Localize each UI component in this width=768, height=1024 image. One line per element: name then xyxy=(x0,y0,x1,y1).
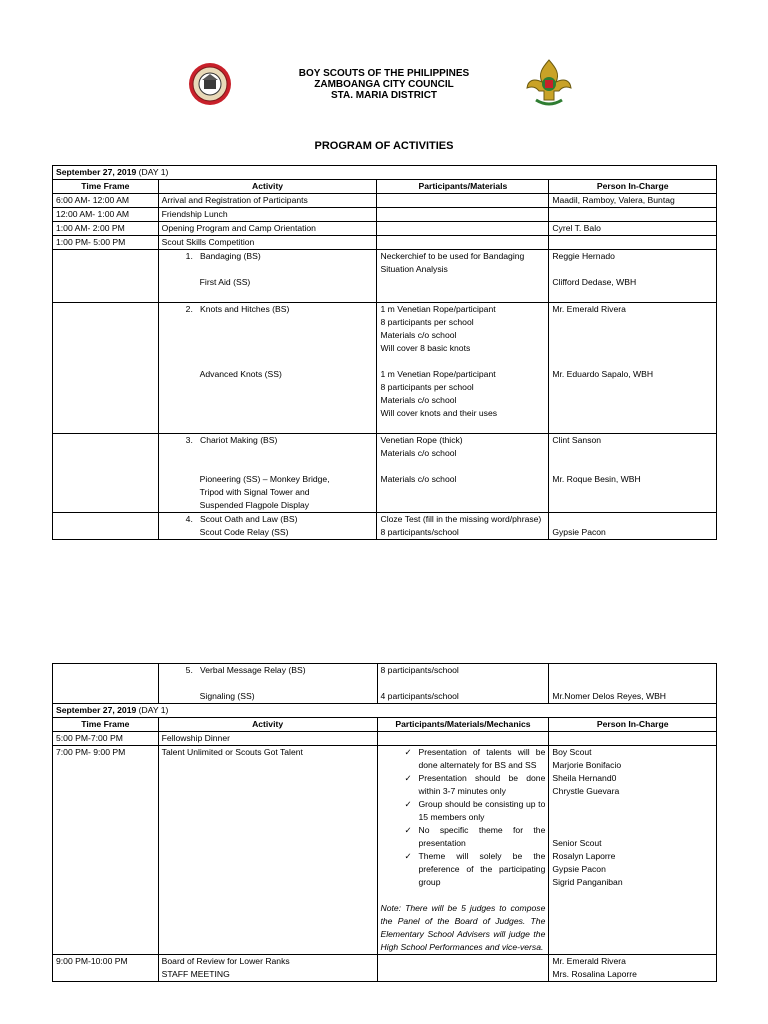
person-name: Mr. Eduardo Sapalo, WBH xyxy=(552,369,654,379)
table-header-row xyxy=(53,718,717,732)
checklist-item: ✓ Presentation should be done within 3-7 minutes only xyxy=(404,773,546,796)
col-materials: Participants/Materials xyxy=(377,180,549,194)
person-cell xyxy=(549,236,717,250)
time-cell: 7:00 PM- 9:00 PM xyxy=(53,746,159,955)
item-label: Scout Oath and Law (BS) xyxy=(200,514,298,524)
time-cell xyxy=(53,664,159,704)
day-label: (DAY 1) xyxy=(136,705,169,715)
person-name: Mr. Roque Besin, WBH xyxy=(552,474,641,484)
time-cell: 1:00 PM- 5:00 PM xyxy=(53,236,159,250)
materials-text: Neckerchief to be used for Bandaging xyxy=(380,251,525,261)
materials-cell xyxy=(377,664,549,704)
checklist-item: ✓ Theme will solely be the preference of the participating group xyxy=(404,851,546,887)
materials-cell xyxy=(377,222,549,236)
materials-cell xyxy=(377,746,549,955)
person-name: Gypsie Pacon xyxy=(552,527,606,537)
checklist-item: ✓ Group should be consisting up to 15 members only xyxy=(404,799,546,822)
person-cell xyxy=(549,434,717,513)
item-label: Knots and Hitches (BS) xyxy=(200,304,290,314)
item-number: 3. xyxy=(185,435,193,445)
materials-cell xyxy=(377,513,549,540)
materials-text: Materials c/o school xyxy=(380,330,457,340)
activity-cell xyxy=(158,513,377,540)
materials-text: Will cover knots and their uses xyxy=(380,408,498,418)
item-label: Bandaging (BS) xyxy=(200,251,261,261)
materials-text: Venetian Rope (thick) xyxy=(380,435,463,445)
skill-signaling: Signaling (SS) xyxy=(199,691,255,701)
col-time-frame: Time Frame xyxy=(53,180,159,194)
col-time-frame: Time Frame xyxy=(53,718,159,732)
person-cell xyxy=(549,664,717,704)
table-row xyxy=(53,664,717,704)
item-number: 2. xyxy=(185,304,193,314)
person-name: Clifford Dedase, WBH xyxy=(552,277,637,287)
person-name: Mr.Nomer Delos Reyes, WBH xyxy=(552,691,667,701)
table-row xyxy=(53,208,717,222)
activity-cell xyxy=(158,434,377,513)
person-group-label: Boy Scout xyxy=(552,747,592,757)
check-icon: ✓ xyxy=(404,851,412,861)
materials-text: Will cover 8 basic knots xyxy=(380,343,471,353)
item-label: Tripod with Signal Tower and xyxy=(199,487,310,497)
org-name: BOY SCOUTS OF THE PHILIPPINES xyxy=(298,68,470,79)
person-cell xyxy=(549,250,717,303)
activity-cell: Opening Program and Camp Orientation xyxy=(158,222,377,236)
table-row xyxy=(53,746,717,955)
checklist-item: ✓ No specific theme for the presentation xyxy=(404,825,546,848)
time-cell xyxy=(53,434,159,513)
person-cell xyxy=(549,746,717,955)
check-icon: ✓ xyxy=(404,825,412,835)
person-name: Sigrid Panganiban xyxy=(552,877,623,887)
item-number: 4. xyxy=(185,514,193,524)
col-person: Person In-Charge xyxy=(549,180,717,194)
activity-cell: Arrival and Registration of Participants xyxy=(158,194,377,208)
materials-text: 8 participants/school xyxy=(380,665,459,675)
materials-text: Situation Analysis xyxy=(380,264,448,274)
person-name: Marjorie Bonifacio xyxy=(552,760,622,770)
time-cell: 12:00 AM- 1:00 AM xyxy=(53,208,159,222)
activity-cell: Fellowship Dinner xyxy=(158,732,377,746)
item-label: Pioneering (SS) – Monkey Bridge, xyxy=(199,474,330,484)
person-cell: Cyrel T. Balo xyxy=(549,222,717,236)
materials-cell xyxy=(377,303,549,434)
page-title: PROGRAM OF ACTIVITIES xyxy=(314,140,454,152)
materials-text: 1 m Venetian Rope/participant xyxy=(380,369,496,379)
time-cell xyxy=(53,303,159,434)
checklist-item: ✓ Presentation of talents will be done alternately for BS and SS xyxy=(404,747,546,770)
materials-text: 1 m Venetian Rope/participant xyxy=(380,304,496,314)
item-label: Suspended Flagpole Display xyxy=(199,500,310,510)
person-name: Mr. Emerald Rivera xyxy=(552,956,626,966)
person-name: Clint Sanson xyxy=(552,435,602,445)
table-row xyxy=(53,236,717,250)
time-cell: 6:00 AM- 12:00 AM xyxy=(53,194,159,208)
time-cell xyxy=(53,250,159,303)
table-row xyxy=(53,732,717,746)
person-name: Chrystle Guevara xyxy=(552,786,620,796)
table-row xyxy=(53,434,717,513)
item-label: Chariot Making (BS) xyxy=(200,435,278,445)
materials-cell xyxy=(377,955,549,982)
program-table-day1 xyxy=(52,165,717,540)
table-row xyxy=(53,955,717,982)
person-cell: Maadil, Ramboy, Valera, Buntag xyxy=(549,194,717,208)
materials-cell xyxy=(377,236,549,250)
program-table-day1-continued xyxy=(52,663,717,982)
materials-text: Materials c/o school xyxy=(380,474,457,484)
materials-text: 8 participants per school xyxy=(380,382,474,392)
person-name: Reggie Hernado xyxy=(552,251,615,261)
table-row xyxy=(53,303,717,434)
materials-cell xyxy=(377,250,549,303)
item-number: 1. xyxy=(185,251,193,261)
person-name: Rosalyn Laporre xyxy=(552,851,616,861)
person-cell xyxy=(549,208,717,222)
district-name: STA. MARIA DISTRICT xyxy=(330,90,438,101)
person-name: Sheila Hernand0 xyxy=(552,773,617,783)
skill-bandaging xyxy=(186,250,374,263)
skill-code-relay: Scout Code Relay (SS) xyxy=(199,527,289,537)
materials-cell xyxy=(377,194,549,208)
skill-knots xyxy=(186,303,374,316)
col-activity: Activity xyxy=(158,180,377,194)
activity-cell: Scout Skills Competition xyxy=(158,236,377,250)
materials-text: Cloze Test (fill in the missing word/phrase) xyxy=(380,514,542,524)
materials-text: 4 participants/school xyxy=(380,691,459,701)
day-label: (DAY 1) xyxy=(136,167,169,177)
materials-text: 8 participants per school xyxy=(380,317,474,327)
day-date: September 27, 2019 xyxy=(56,705,137,715)
day-header xyxy=(53,166,717,180)
table-row xyxy=(53,513,717,540)
activity-cell: Friendship Lunch xyxy=(158,208,377,222)
activity-cell xyxy=(158,664,377,704)
person-name: Mr. Emerald Rivera xyxy=(552,304,626,314)
check-icon: ✓ xyxy=(404,773,412,783)
person-cell xyxy=(549,732,717,746)
col-person: Person In-Charge xyxy=(549,718,717,732)
day-header xyxy=(53,704,717,718)
skill-chariot xyxy=(186,434,374,447)
skill-first-aid: First Aid (SS) xyxy=(199,277,251,287)
activity-cell xyxy=(158,250,377,303)
document-header xyxy=(0,68,768,101)
person-cell xyxy=(549,955,717,982)
col-activity: Activity xyxy=(158,718,377,732)
time-cell: 5:00 PM-7:00 PM xyxy=(53,732,159,746)
item-label: Verbal Message Relay (BS) xyxy=(200,665,306,675)
materials-cell xyxy=(377,434,549,513)
skill-advanced-knots: Advanced Knots (SS) xyxy=(199,369,282,379)
check-icon: ✓ xyxy=(404,799,412,809)
col-materials: Participants/Materials/Mechanics xyxy=(377,718,549,732)
judges-note: Note: There will be 5 judges to compose the Panel of the Board of Judges. The Elementary School Advisers will judge the High School Performances and vice-versa. xyxy=(380,903,546,952)
item-number: 5. xyxy=(185,665,193,675)
activity-text: STAFF MEETING xyxy=(161,969,230,979)
table-header-row xyxy=(53,180,717,194)
activity-cell xyxy=(158,955,377,982)
activity-cell xyxy=(158,303,377,434)
materials-cell xyxy=(377,208,549,222)
table-row xyxy=(53,222,717,236)
activity-cell: Talent Unlimited or Scouts Got Talent xyxy=(158,746,377,955)
council-name: ZAMBOANGA CITY COUNCIL xyxy=(314,79,454,90)
check-icon: ✓ xyxy=(404,747,412,757)
person-cell xyxy=(549,513,717,540)
person-name: Gypsie Pacon xyxy=(552,864,606,874)
table-row xyxy=(53,194,717,208)
time-cell: 9:00 PM-10:00 PM xyxy=(53,955,159,982)
person-group-label: Senior Scout xyxy=(552,838,602,848)
table-row xyxy=(53,250,717,303)
skill-verbal-relay xyxy=(186,664,374,677)
person-cell xyxy=(549,303,717,434)
mechanics-checklist xyxy=(381,746,546,889)
time-cell: 1:00 AM- 2:00 PM xyxy=(53,222,159,236)
time-cell xyxy=(53,513,159,540)
materials-text: Materials c/o school xyxy=(380,448,457,458)
skill-oath-law xyxy=(186,513,374,526)
activity-text: Board of Review for Lower Ranks xyxy=(161,956,290,966)
skill-pioneering xyxy=(200,473,374,512)
day-date: September 27, 2019 xyxy=(56,167,137,177)
person-name: Mrs. Rosalina Laporre xyxy=(552,969,637,979)
materials-text: Materials c/o school xyxy=(380,395,457,405)
materials-text: 8 participants/school xyxy=(380,527,459,537)
materials-cell xyxy=(377,732,549,746)
